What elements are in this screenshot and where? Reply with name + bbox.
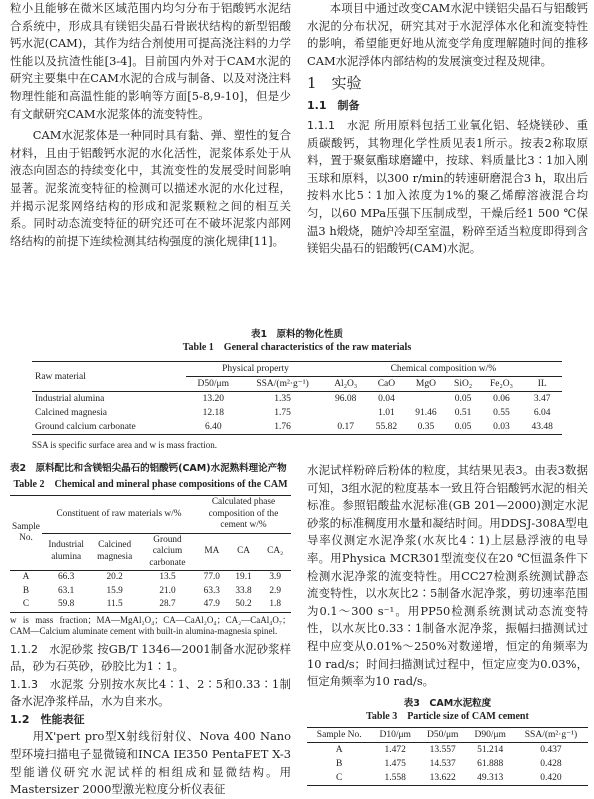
table1-header-raw: Raw material [35,371,86,382]
table1-cell: Ground calcium carbonate [35,422,136,432]
cement-preparation-text: 所用原料包括工业氧化铝、轻烧镁砂、重质碳酸钙，其物理化学性质见表1所示。按表2称取原料，置于聚氨酯球磨罐中，按球、料质量比3∶1加入刚玉球和原料，以300 r/min的转速研磨混合3 h，取出后按料水比5∶1加入浓度为1%的聚乙烯醇溶液混合均匀，以60 MPa压强下压制成型，干燥后经1 500 ℃保温3 h煅烧，随炉冷却至室温，粉碎至适当粒度即得到含镁铝尖晶石的铝酸钙(CAM)水泥。 [307,117,588,256]
table1-col-ssa: SSA/(m²·g⁻¹) [256,379,309,389]
table1-cell: 0.17 [337,422,354,432]
table3-cell: 14.537 [429,758,456,769]
intro-paragraph-project: 本项目中通过改变CAM水泥中镁铝尖晶石与铝酸钙水泥的分布状况，研究其对于水泥浮体水化和流变特性的影响，希望能更好地从流变学角度理解随时间的推移CAM水泥浮体内部结构的发展演变过程及规律。 [307,1,588,68]
right-column-bottom [307,462,588,786]
table2-cell: A [22,572,30,582]
intro-paragraph-continued: 粒小且能够在微米区域范围内均匀分布于铝酸钙水泥结合系统中，形成具有镁铝尖晶石骨嵌状结构的新型铝酸钙水泥(CAM)，其作为结合剂使用可提高浇注料的力学性能以及抗渣性能[3-4]。目前国内外对于CAM水泥的研究主要集中在CAM水泥的合成与制备、以及对浇注料物理性能和高温性能的影响等方面[5-8,9-10]，但是少有文献研究CAM水泥浆体的流变特性。 [10,1,291,121]
intro-paragraph-rheology: CAM水泥浆体是一种同时具有黏、弹、塑性的复合材料，且由于铝酸钙水泥的水化活性，泥浆体系处于从液态向固态的持续变化中，其流变性的发展受时间影响显著。泥浆流变特征的检测可以描述水泥的水化过程，并揭示泥浆网络结构的形成和泥浆颗粒之间的相互关系。同时动态流变特征的研究还可在不破坏泥浆内部网络结构的前提下连续检测其结构强度的演化规律[11]。 [10,128,291,248]
table1-cell [406,392,446,407]
mortar-paragraph [10,641,291,676]
table3-header-sample: Sample No. [316,729,362,740]
table1-cell: 1.75 [274,408,291,418]
table3-col-d10: D10/μm [379,729,411,740]
table1-cell: 55.82 [375,422,398,432]
table1-col-cao: CaO [377,379,396,389]
table3-cell: 0.420 [540,772,562,783]
table2-header-constituent: Constituent of raw materials w/% [42,496,196,534]
table2-cell: 50.2 [235,599,252,609]
table2-cell: C [22,599,30,609]
table3-cell: 13.557 [429,744,456,755]
subsection-heading-preparation: 1.1 制备 [307,99,360,113]
table1-cell: 6.04 [533,408,551,418]
table-row [307,742,588,757]
table3-cell: 0.428 [540,758,562,769]
table2-cell: 2.9 [269,585,282,596]
table2-col-alumina: Industrial alumina [48,540,84,562]
table1-cell: Industrial alumina [35,394,105,404]
table3-col-ssa: SSA/(m²·g⁻¹) [524,729,578,740]
table1-caption-en: Table 1 General characteristics of the raw materials [182,342,412,353]
table3-cell: 1.475 [384,758,406,769]
table3-cell: A [335,744,343,755]
table1-note: SSA is specific surface area and w is mass fraction. [32,440,217,450]
subsubsection-heading-paste: 1.1.3 水泥浆 [10,677,85,691]
table2-cell: 3.9 [269,572,282,582]
table1-cell: 0.05 [454,422,472,432]
table1-col-sio2: SiO₂ [454,379,473,389]
table1-cell: 1.35 [274,394,291,404]
table2-cell: 20.2 [106,572,123,582]
left-column-top [10,0,291,250]
cement-preparation-paragraph [307,117,588,258]
table2-cell: 21.0 [159,585,176,596]
table2-cell: B [22,585,30,596]
table3-cell: 49.313 [477,772,504,783]
table2-cell: 28.7 [159,599,176,609]
table2-col-magnesia: Calcined magnesia [97,540,133,562]
table-row [307,757,588,771]
table2-cell: 66.3 [58,572,75,582]
mortar-text: 按GB/T 1346—2001制备水泥砂浆样品，砂为石英砂，砂胶比为1∶1。 [10,641,291,674]
table1-cell: 3.47 [533,394,551,404]
table2-col-ca2: CA₂ [267,546,284,556]
right-column-top [307,0,588,258]
table-row [10,585,291,599]
table1-cell: 0.04 [378,394,395,404]
table-row [32,420,562,435]
table1-cell: 0.05 [454,394,472,404]
table2-caption-cn: 表2 原料配比和含镁铝尖晶石的铝酸钙(CAM)水泥熟料理论产物 [10,463,287,474]
table2-cell: 59.8 [58,599,75,609]
table1-raw-materials [32,361,562,435]
table3-col-d90: D90/μm [474,729,506,740]
subsubsection-heading-mortar: 1.1.2 水泥砂浆 [10,642,94,656]
table2-cell: 33.8 [235,585,252,596]
table3-cell: 13.622 [429,772,456,783]
table2-caption-en: Table 2 Chemical and mineral phase compositions of the CAM [13,479,288,490]
table2-cell: 13.5 [159,572,176,582]
table1-col-fe2o3: Fe₂O₃ [489,379,513,389]
table2-col-carbonate: Ground calcium carbonate [149,534,186,568]
table1-cell: 0.35 [417,422,435,432]
table2-cell: 1.8 [269,599,282,609]
paste-text: 分别按水灰比4∶1、2∶5和0.33∶1制备水泥净浆样品，水为自来水。 [10,676,291,709]
table1-cell: 0.06 [493,394,510,404]
table1-caption-cn: 表1 原料的物化性质 [250,329,344,340]
table-row [32,392,562,407]
table2-cell: 77.0 [203,572,220,582]
table3-caption-en: Table 3 Particle size of CAM cement [366,710,529,722]
subsection-heading-characterization: 1.2 性能表征 [10,712,85,726]
table3-cell: 1.558 [384,772,406,783]
table3-cell: 51.214 [477,744,504,755]
table2-compositions [10,495,291,613]
table1-header-chemical: Chemical composition w/% [325,362,562,377]
table3-cell: 0.437 [540,744,562,755]
table-row [10,598,291,612]
table1-cell: 12.18 [202,408,224,418]
table2-header-calculated: Calculated phase composition of the cement w/% [196,496,291,534]
table2-note: w is mass fraction；MA—MgAl₂O₄；CA—CaAl₂O₄；CA₂—CaAl₄O₇；CAM—Calcium aluminate cement with built-in alumina-magnesia spinel. [10,614,291,636]
table2-cell: 47.9 [203,599,220,609]
table1-cell: Calcined magnesia [35,408,108,418]
table-row [10,571,291,585]
table3-particle-size [307,727,588,786]
paste-paragraph [10,676,291,711]
table3-caption-cn: 表3 CAM水泥粒度 [403,697,492,709]
table1-cell: 6.40 [204,422,222,432]
table1-cell [325,406,367,420]
table1-caption [0,328,594,355]
table2-cell: 63.1 [58,585,75,596]
table3-cell: C [336,772,343,783]
table1-header-physical: Physical property [186,362,325,377]
table-row [307,771,588,786]
table2-cell: 19.1 [235,572,252,582]
table1-cell: 0.51 [454,408,472,418]
table-row [32,406,562,420]
table1-cell: 13.20 [202,394,224,404]
table1-cell: 1.76 [274,422,291,432]
subsubsection-heading-cement: 1.1.1 水泥 [307,118,371,132]
table2-col-ma: MA [204,546,220,556]
table3-cell: 61.888 [477,758,504,769]
table2-cell: 15.9 [106,585,123,596]
table1-col-mgo: MgO [415,379,436,389]
table1-col-d50: D50/μm [197,379,230,389]
table2-cell: 63.3 [203,585,220,596]
characterization-paragraph: 用X'pert pro型X射线衍射仪、Nova 400 Nano型环境扫描电子显微镜和INCA IE350 PentaFET X-3型能谱仪研究水泥试样的相组成和显微结构。用Mastersizer 2000型激光粒度分析仪表征 [10,729,291,797]
table1-cell: 0.55 [493,408,510,418]
table1-cell: 1.01 [378,408,395,418]
table1-cell: 91.46 [415,408,437,418]
table2-col-ca: CA [237,546,251,556]
section-heading-experiment: 1 实验 [307,74,362,93]
table1-col-al2o3: Al₂O₃ [334,379,358,389]
table2-cell: 11.5 [106,599,123,609]
table1-cell: 43.48 [531,422,553,432]
table3-cell: B [336,758,343,769]
left-column-bottom [10,462,291,799]
table1-cell: 96.08 [335,394,357,404]
table1-col-il: IL [537,379,547,389]
table3-cell: 1.472 [384,744,406,755]
table1-cell: 0.03 [493,422,510,432]
table2-header-sample: Sample No. [12,521,40,543]
table3-col-d50: D50/μm [426,729,459,740]
methods-paragraph: 水泥试样粉碎后粉体的粒度，其结果见表3。由表3数据可知，3组水泥的粒度基本一致且符合铝酸钙水泥的相关标准。参照铝酸盐水泥标准(GB 201—2000)测定水泥砂浆的标准稠度用水量和凝结时间。用DDSJ-308A型电导率仪测定水泥净浆(水灰比4∶1)上层悬浮液的电导率。用Physica MCR301型流变仪在20 ℃恒温条件下检测水泥净浆的流变特性。用CC27检测系统测试静态流变特性，以水灰比2∶5制备水泥净浆，剪切速率范围为0.1～300 s⁻¹。用PP50检测系统测试动态流变特性，以水灰比0.33∶1制备水泥净浆，振幅扫描测试过程中应变从0.01%～250%对数递增，恒定的角频率为10 rad/s；时间扫描测试过程中，恒定应变为0.03%，恒定角频率为10 rad/s。 [307,463,588,689]
